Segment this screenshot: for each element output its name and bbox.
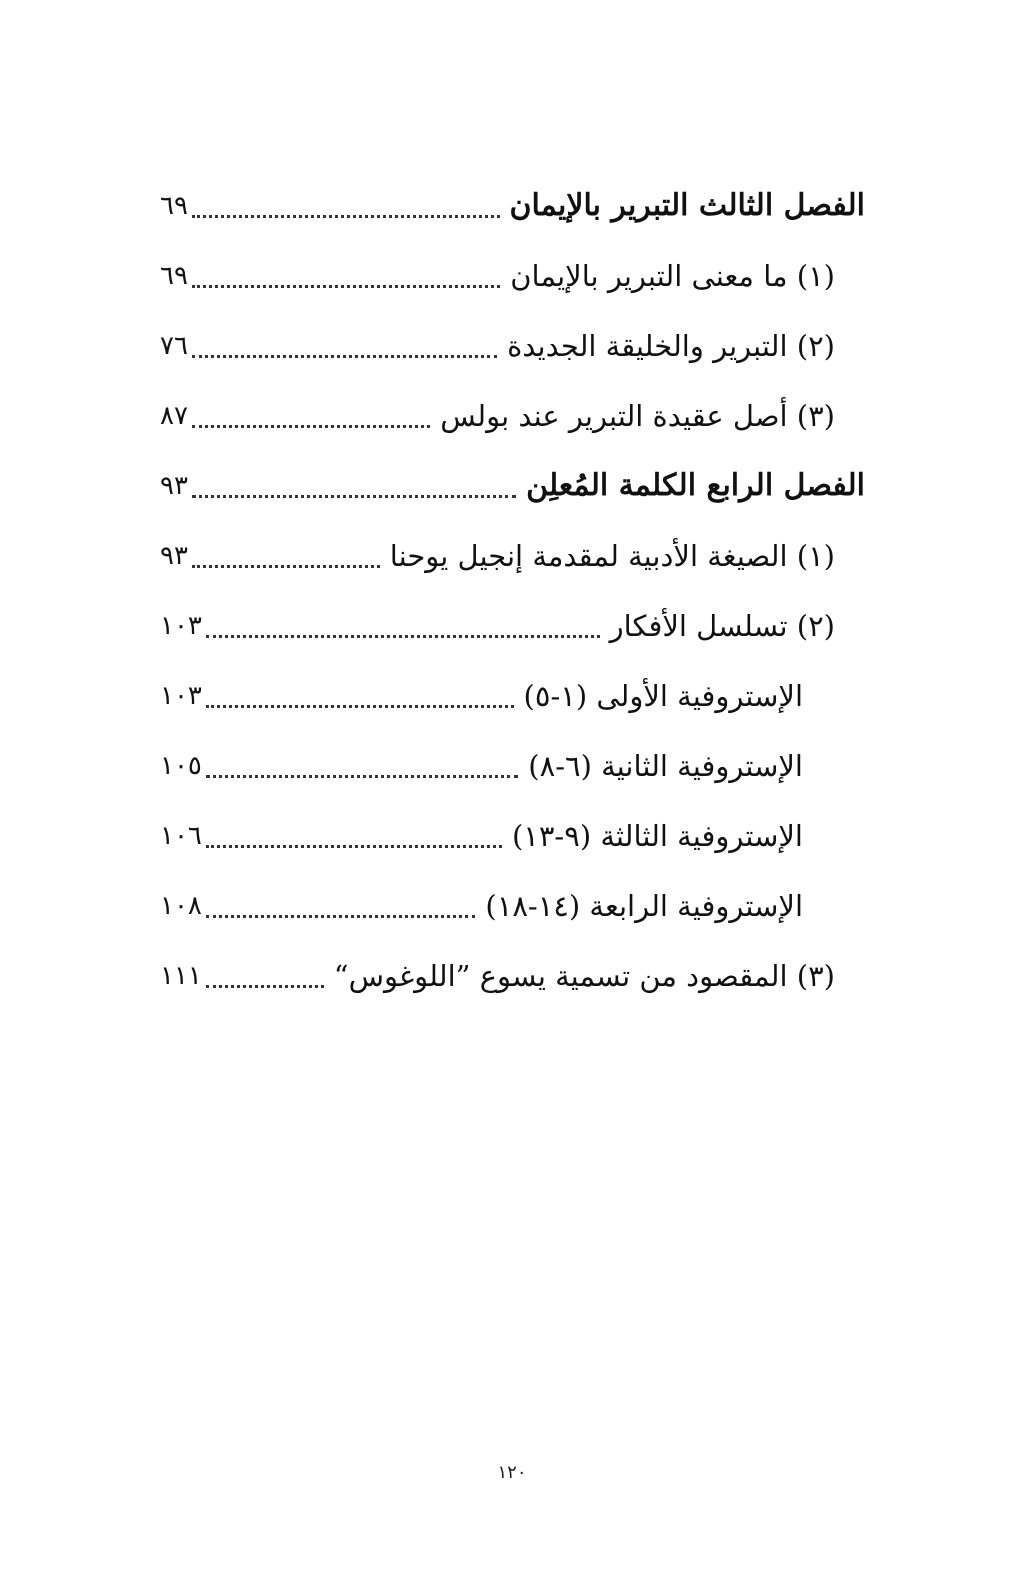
toc-entry-page-number: ١٠٦: [160, 821, 202, 851]
toc-entry-page-number: ١١١: [160, 961, 202, 991]
toc-entry-page-number: ٧٦: [160, 331, 188, 361]
toc-entry-title: (٣) المقصود من تسمية يسوع ”اللوغوس“: [333, 959, 835, 993]
toc-entry-page-number: ١٠٣: [160, 611, 202, 641]
toc-entry-page-number: ١٠٨: [160, 891, 202, 921]
toc-entry-page-number: ٦٩: [160, 191, 188, 221]
dot-leader: [192, 355, 497, 358]
dot-leader: [206, 635, 600, 638]
toc-entry-title: (١) ما معنى التبرير بالإيمان: [510, 259, 835, 293]
page-number: ١٢٠: [497, 1462, 527, 1483]
toc-entry: [160, 858, 865, 928]
table-of-contents: [160, 158, 865, 998]
dot-leader: [192, 495, 516, 498]
dot-leader: [206, 845, 502, 848]
toc-entry: [160, 368, 865, 438]
dot-leader: [192, 565, 380, 568]
toc-entry: [160, 928, 865, 998]
toc-entry-title: (٢) التبرير والخليقة الجديدة: [507, 329, 835, 363]
toc-entry-title: الفصل الثالث التبرير بالإيمان: [509, 188, 865, 223]
dot-leader: [192, 215, 500, 218]
dot-leader: [206, 705, 514, 708]
toc-entry: [160, 718, 865, 788]
toc-entry: [160, 578, 865, 648]
toc-entry-title: الفصل الرابع الكلمة المُعلِن: [526, 468, 865, 503]
toc-entry-title: الإستروفية الثانية (٦-٨): [528, 749, 803, 783]
toc-entry-title: (٢) تسلسل الأفكار: [609, 609, 835, 643]
toc-entry-page-number: ٩٣: [160, 541, 188, 571]
toc-entry: [160, 508, 865, 578]
toc-entry-page-number: ٦٩: [160, 261, 188, 291]
toc-entry: [160, 228, 865, 298]
toc-entry-title: الإستروفية الأولى (١-٥): [523, 679, 803, 713]
toc-entry-title: الإستروفية الثالثة (٩-١٣): [511, 819, 803, 853]
dot-leader: [206, 985, 324, 988]
toc-entry-title: (٣) أصل عقيدة التبرير عند بولس: [440, 399, 835, 433]
toc-entry-page-number: ٩٣: [160, 471, 188, 501]
toc-entry-title: (١) الصيغة الأدبية لمقدمة إنجيل يوحنا: [389, 539, 835, 573]
toc-entry: [160, 648, 865, 718]
dot-leader: [206, 775, 518, 778]
toc-entry-page-number: ١٠٣: [160, 681, 202, 711]
toc-entry-page-number: ٨٧: [160, 401, 188, 431]
dot-leader: [192, 285, 500, 288]
toc-entry: [160, 298, 865, 368]
dot-leader: [192, 425, 430, 428]
toc-chapter-heading: [160, 158, 865, 228]
dot-leader: [206, 915, 476, 918]
toc-entry: [160, 788, 865, 858]
toc-entry-title: الإستروفية الرابعة (١٤-١٨): [485, 889, 803, 923]
toc-chapter-heading: [160, 438, 865, 508]
toc-entry-page-number: ١٠٥: [160, 751, 202, 781]
